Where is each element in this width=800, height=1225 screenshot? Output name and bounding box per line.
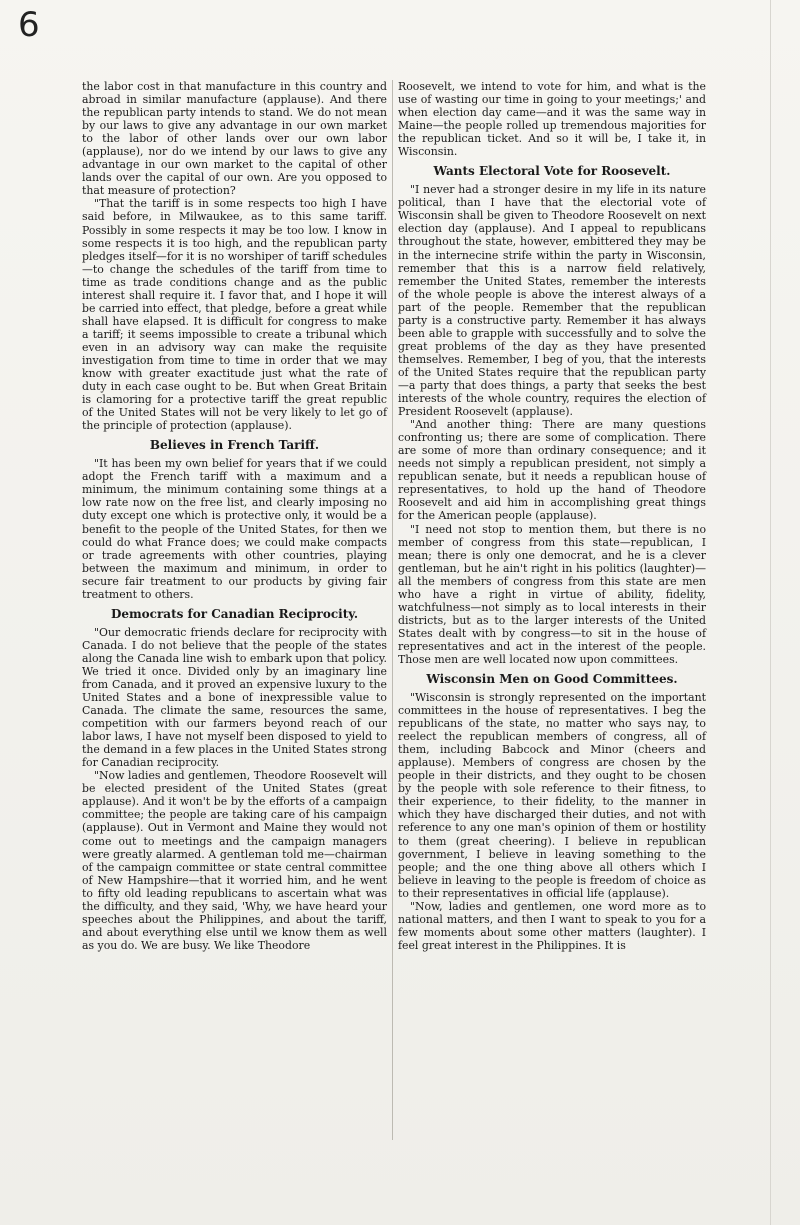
paragraph: "I never had a stronger desire in my life in its nature political, than I have that the electorial vote of Wisconsin shall be given to Theodore Roosevelt on next election day (applause). And I appeal to republicans throughout the state, however, embittered they may be in the internecine strife within the party in Wisconsin, remember that this is a narrow field relatively, remember the United States, remember the interests of the whole people is above the interest always of a part of the people. Remember that the republican party is a constructive party. Remember it has always been able to grapple with successfully and to solve the great problems of the day as they have presented themselves. Remember, I beg of you, that the interests of the United States require that the republican party—a party that does things, a party that seeks the best interests of the whole country, requires the election of President Roosevelt (applause). xyxy=(398,183,706,419)
paragraph: the labor cost in that manufacture in this country and abroad in similar manufacture (applause). And there the republican party intends to stand. We do not mean by our laws to give any advantage in our own market to the labor of other lands over our own labor (applause), nor do we intend by our laws to give any advantage in our own market to the capital of other lands over the capital of our own. Are you opposed to that measure of protection? xyxy=(82,80,387,198)
right-column xyxy=(398,80,706,952)
left-column xyxy=(82,80,387,952)
paragraph: "Wisconsin is strongly represented on the important committees in the house of representatives. I beg the republicans of the state, no matter who says nay, to reelect the republican members of congress, all of them, including Babcock and Minor (cheers and applause). Members of congress are chosen by the people in their districts, and they ought to be chosen by the people with sole reference to their fitness, to their experience, to their fidelity, to the manner in which they have discharged their duties, and not with reference to any one man's opinion of them or hostility to them (great cheering). I believe in republican government, I believe in leaving something to the people; and the one thing above all others which I believe in leaving to the people is freedom of choice as to their representatives in official life (applause). xyxy=(398,691,706,900)
paragraph: "Now, ladies and gentlemen, one word more as to national matters, and then I want to speak to you for a few moments about some other matters (laughter). I feel great interest in the Philippines. It is xyxy=(398,899,706,952)
page-number: 6 xyxy=(18,5,40,45)
paragraph: "I need not stop to mention them, but there is no member of congress from this state—republican, I mean; there is only one democrat, and he is a clever gentleman, but he ain't right in his politics (laughter)—all the members of congress from this state are men who have a right in virtue of ability, fidelity, watchfulness—not simply as to local interests in their districts, but as to the larger interests of the United States dealt with by congress—to sit in the house of representatives and act in the interest of the people. Those men are well located now upon committees. xyxy=(398,522,706,666)
paragraph: "Our democratic friends declare for reciprocity with Canada. I do not believe that the people of the states along the Canada line wish to embark upon that policy. We tried it once. Divided only by an imaginary line from Canada, and it proved an expensive luxury to the United States and a bone of inexpressible value to Canada. The climate the same, resources the same, competition with our farmers beyond reach of our labor laws, I have not myself been disposed to yield to the demand in a few places in the United States strong for Canadian reciprocity. xyxy=(82,625,387,770)
paragraph: "It has been my own belief for years that if we could adopt the French tariff with a maximum and a minimum, the minimum containing some things at a low rate now on the free list, and clearly imposing no duty except one which is protective only, it would be a benefit to the people of the United States, for then we could do what France does; we could make compacts or trade agreements with other countries, playing between the maximum and minimum, in order to secure fair treatment to our products by giving fair treatment to others. xyxy=(82,457,387,601)
page-edge-line xyxy=(770,0,771,1225)
paragraph: "That the tariff is in some respects too high I have said before, in Milwaukee, as to this same tariff. Possibly in some respects it may be too low. I know in some respects it is too high, and the republican party pledges itself—for it is no worshiper of tariff schedules—to change the schedules of the tariff from time to time as trade conditions change and as the public interest shall require it. I favor that, and I hope it will be carried into effect, that pledge, before a great while shall have elapsed. It is difficult for congress to make a tariff; it seems impossible to create a tribunal which even in an advisory way can make the requisite investigation from time to time in order that we may know with greater exactitude just what the rate of duty in each case ought to be. But when Great Britain is clamoring for a protective tariff the great republic of the United States will not be very likely to let go of the principle of protection (applause). xyxy=(82,197,387,433)
paragraph: Roosevelt, we intend to vote for him, and what is the use of wasting our time in going to your meetings;' and when election day came—and it was the same way in Maine—the people rolled up tremendous majorities for the republican ticket. And so it will be, I take it, in Wisconsin. xyxy=(398,80,706,159)
column-divider xyxy=(392,80,393,1140)
paragraph: "Now ladies and gentlemen, Theodore Roosevelt will be elected president of the United States (great applause). And it won't be by the efforts of a campaign committee; the people are taking care of his campaign (applause). Out in Vermont and Maine they would not come out to meetings and the campaign managers were greatly alarmed. A gentleman told me—chairman of the campaign committee or state central committee of New Hampshire—that it worried him, and he went to fifty old leading republicans to ascertain what was the difficulty, and they said, 'Why, we have heard your speeches about the Philippines, and about the tariff, and about everything else until we know them as well as you do. We are busy. We like Theodore xyxy=(82,769,387,952)
section-heading: Wants Electoral Vote for Roosevelt. xyxy=(433,164,671,179)
section-heading: Believes in French Tariff. xyxy=(149,438,320,453)
section-heading: Wisconsin Men on Good Committees. xyxy=(426,672,678,687)
section-heading: Democrats for Canadian Reciprocity. xyxy=(110,606,359,621)
paragraph: "And another thing: There are many questions confronting us; there are some of complication. There are some of more than ordinary consequence; and it needs not simply a republican president, not simply a republican senate, but it needs a republican house of representatives, to hold up the hand of Theodore Roosevelt and aid him in accomplishing great things for the American people (applause). xyxy=(398,418,706,523)
